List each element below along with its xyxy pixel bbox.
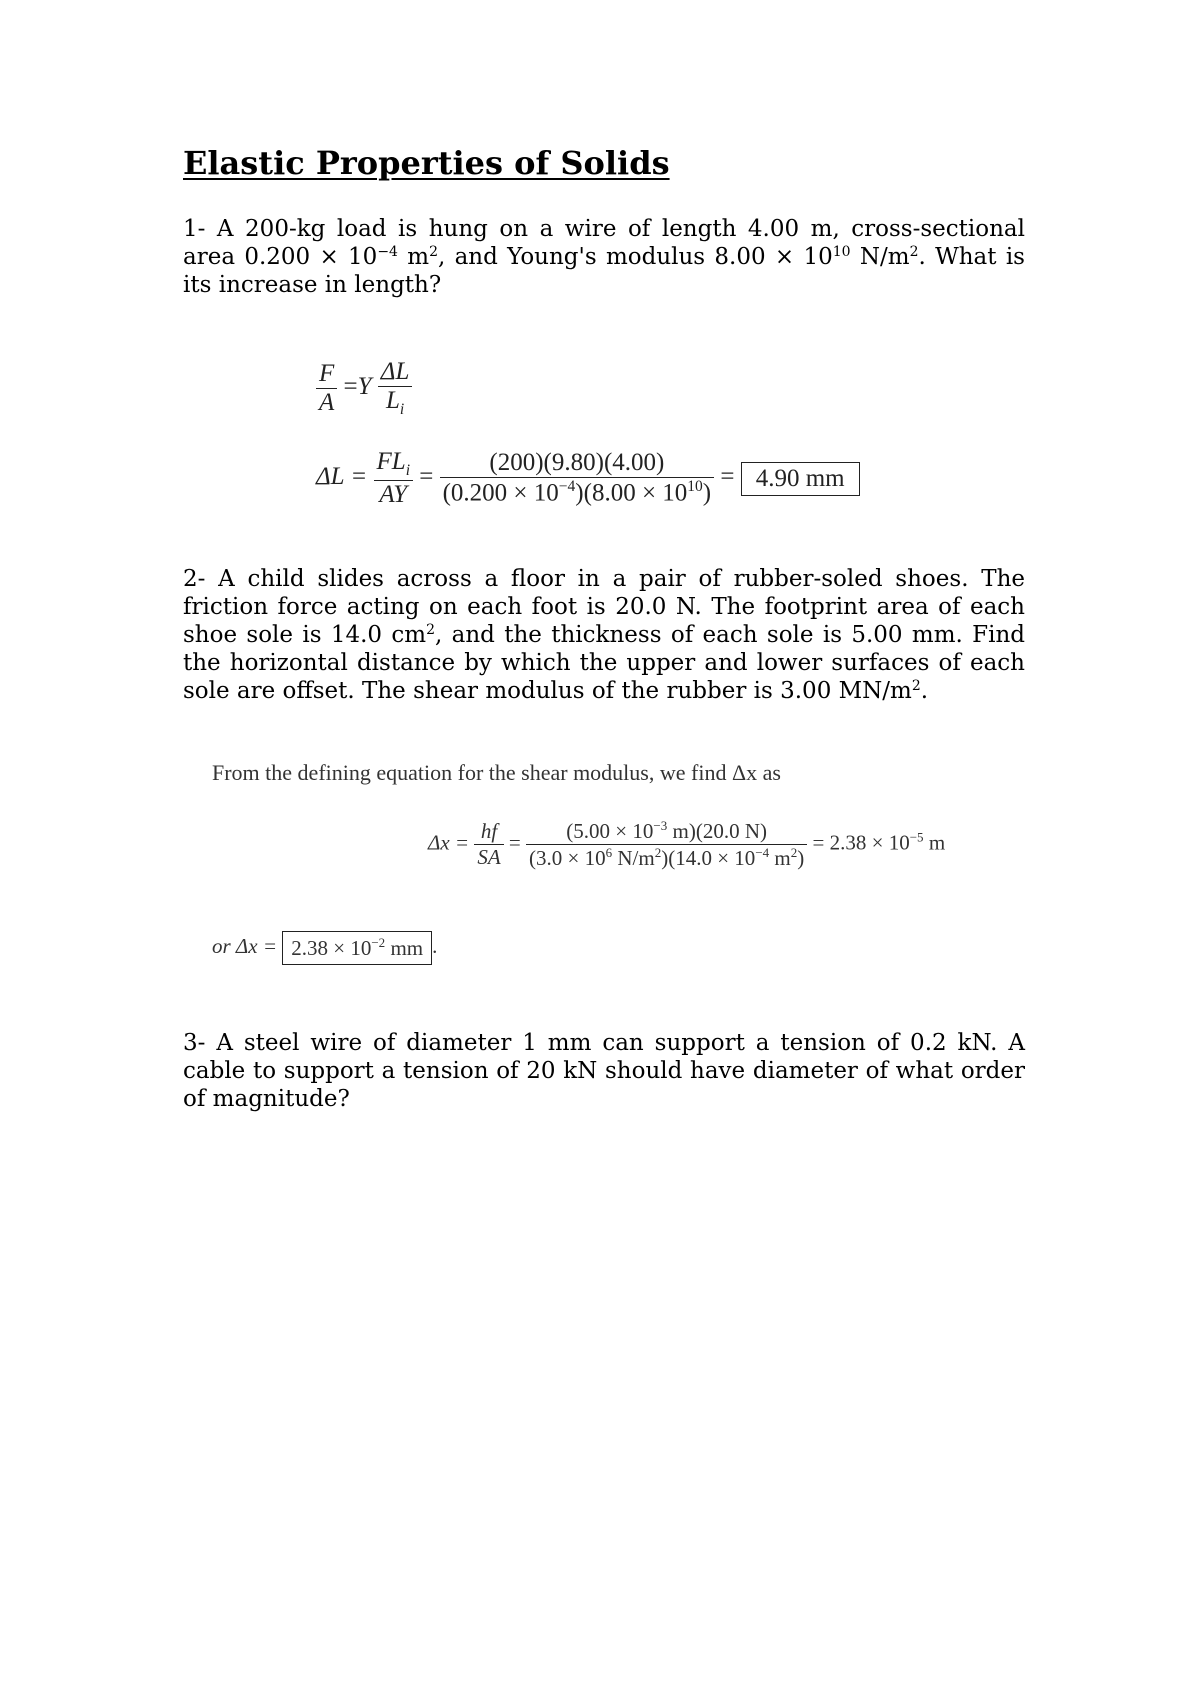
fraction-numeric: $\frac{(200)(9.80)(4.00)}{(0.200 \times 10^{-4})(8.00 \times 10^{10})}$ <box>440 449 715 507</box>
problem-3-text: 3- A steel wire of diameter 1 mm can support a tension of 0.2 kN. A cable to support a tension of 20 kN should have diameter of what order of magnitude? <box>183 1030 1025 1112</box>
fraction-fl-ay: $\frac{FL_i}{AY}$ <box>374 448 414 509</box>
problem-1-text: 1- A 200-kg load is hung on a wire of length 4.00 m, cross-sectional area $0.200 \times 10^{-4}$ $m^2$, and Young's modulus $8.00 \times 10^{10}$ $N/m^2$. What is its increase in length? <box>183 216 1025 298</box>
equation-stress-strain: $\frac{F}{A}$ =Y $\frac{\Delta L}{L_i}$ <box>316 358 412 419</box>
page-title: Elastic Properties of Solids <box>183 144 670 182</box>
final-answer: or $\Delta x = 2.38 \times 10^{-2}$ mm . <box>212 931 437 965</box>
problem-number: 3- <box>183 1030 206 1056</box>
problem-2-text: 2- A child slides across a floor in a pair of rubber-soled shoes. The friction force acting on each foot is 20.0 N. The footprint area of each shoe sole is 14.0 $cm^2$, and the thickness of each sole is 5.00 mm. Find the horizontal distance by which the upper and lower surfaces of each sole are offset. The shear modulus of the rubber is 3.00 $MN/m^2$. <box>183 566 1025 704</box>
answer-box: 4.90 mm <box>741 462 860 496</box>
fraction-hf-sa: $\frac{hf}{SA}$ <box>474 819 503 870</box>
fraction-strain: $\frac{\Delta L}{L_i}$ <box>378 358 413 419</box>
solution-intro: From the defining equation for the shear modulus, we find Δx as <box>212 760 781 785</box>
answer-box: $2.38 \times 10^{-2}$ mm <box>282 931 432 965</box>
problem-number: 1- <box>183 216 206 242</box>
equation-shear: Δx = $\frac{hf}{SA}$ = $\frac{(5.00 \times 10^{-3} m)(20.0 N)}{(3.0 \times 10^6 N/m^2)(14.0 \times 10^{-4} m^2)}$ = $2.38 \times 10^{-5}$ m <box>428 818 946 870</box>
fraction-shear-numeric: $\frac{(5.00 \times 10^{-3} m)(20.0 N)}{(3.0 \times 10^6 N/m^2)(14.0 \times 10^{-4} m^2)}$ <box>526 818 807 871</box>
equation-delta-l: ΔL = $\frac{FL_i}{AY}$ = $\frac{(200)(9.80)(4.00)}{(0.200 \times 10^{-4})(8.00 \times 10^{10})}$ = 4.90 mm <box>316 448 860 509</box>
fraction-force-area: $\frac{F}{A}$ <box>316 360 337 417</box>
problem-number: 2- <box>183 566 206 592</box>
